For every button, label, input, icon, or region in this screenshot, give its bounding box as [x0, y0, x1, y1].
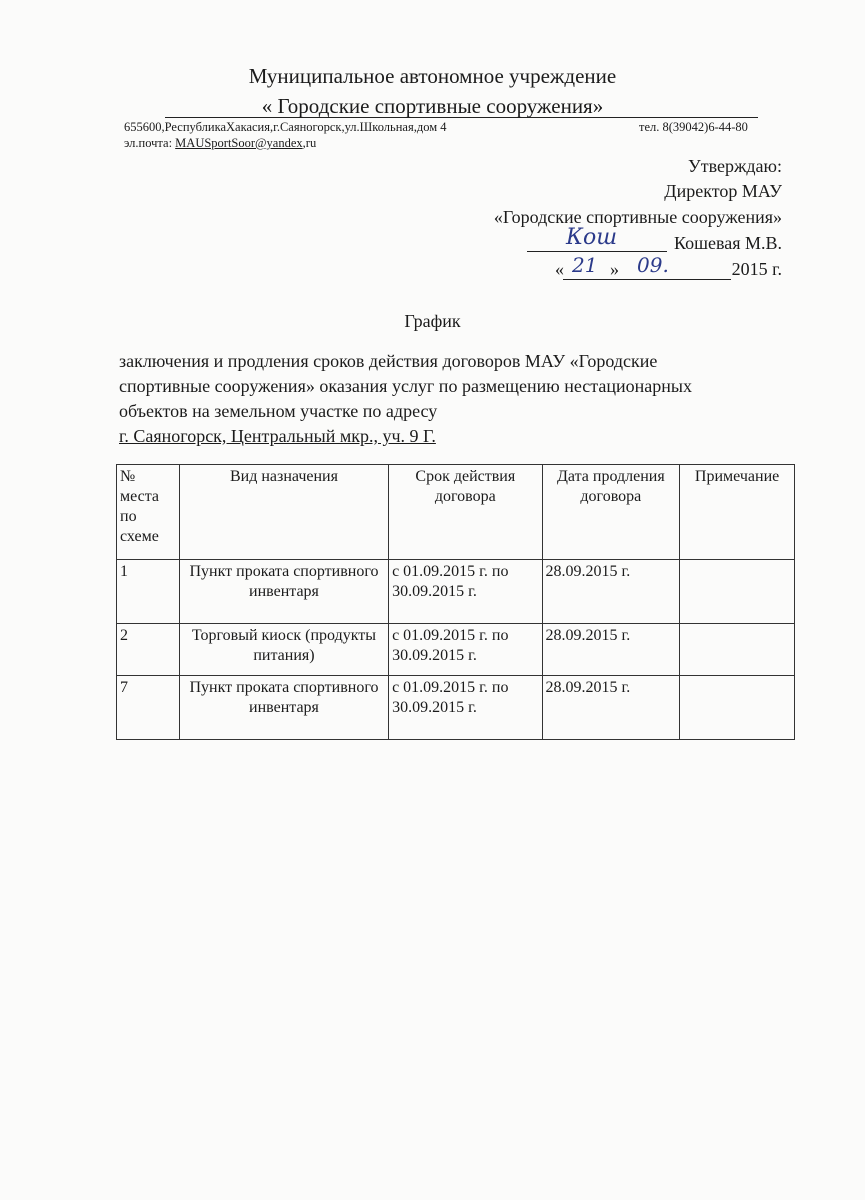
cell-contract-period: с 01.09.2015 г. по 30.09.2015 г. — [389, 560, 542, 624]
table-header-row — [117, 465, 795, 560]
table-row — [117, 560, 795, 624]
header-cell-renewal-date: Дата продления договора — [542, 465, 680, 560]
cell-purpose: Пункт проката спортивного инвентаря — [179, 676, 388, 740]
header-cell-contract-period: Срок действия договора — [389, 465, 542, 560]
description-line: заключения и продления сроков действия договоров МАУ «Городские — [119, 351, 658, 371]
cell-note — [680, 676, 795, 740]
signature-line — [527, 251, 667, 252]
date-close-quote: » — [610, 259, 619, 279]
date-year: 2015 г. — [731, 259, 782, 279]
description-line: спортивные сооружения» оказания услуг по размещению нестационарных — [119, 376, 692, 396]
organization-title: Муниципальное автономное учреждение — [248, 64, 617, 88]
organization-address: 655600,РеспубликаХакасия,г.Саяногорск,ул.Школьная,дом 4 — [124, 120, 447, 134]
cell-contract-period: с 01.09.2015 г. по 30.09.2015 г. — [389, 624, 542, 676]
cell-purpose: Торговый киоск (продукты питания) — [179, 624, 388, 676]
cell-renewal-date: 28.09.2015 г. — [542, 624, 680, 676]
approval-position: Директор МАУ — [664, 181, 782, 201]
document-title: График — [404, 311, 461, 331]
cell-contract-period: с 01.09.2015 г. по 30.09.2015 г. — [389, 676, 542, 740]
organization-phone: тел. 8(39042)6-44-80 — [639, 120, 748, 134]
table-row — [117, 676, 795, 740]
header-cell-place-number: № места по схеме — [117, 465, 180, 560]
organization-name: « Городские спортивные сооружения» — [261, 94, 604, 118]
email-suffix: ,ru — [302, 136, 317, 150]
header-cell-note: Примечание — [680, 465, 795, 560]
schedule-table — [116, 464, 795, 740]
signature: Кош — [566, 225, 618, 250]
approval-date-underline — [563, 279, 731, 280]
cell-note — [680, 624, 795, 676]
approval-heading: Утверждаю: — [687, 156, 782, 176]
cell-renewal-date: 28.09.2015 г. — [542, 560, 680, 624]
approval-organization: «Городские спортивные сооружения» — [493, 207, 782, 227]
table-row — [117, 624, 795, 676]
date-month: 09. — [637, 253, 669, 277]
email-link[interactable]: MAUSportSoor@yandex — [175, 136, 303, 150]
date-open-quote: « — [555, 259, 564, 279]
approval-signatory: Кошевая М.В. — [674, 233, 782, 253]
cell-purpose: Пункт проката спортивного инвентаря — [179, 560, 388, 624]
site-address: г. Саяногорск, Центральный мкр., уч. 9 Г. — [119, 426, 436, 446]
cell-renewal-date: 28.09.2015 г. — [542, 676, 680, 740]
header-cell-purpose: Вид назначения — [179, 465, 388, 560]
organization-email — [124, 136, 316, 151]
cell-place-number: 2 — [117, 624, 180, 676]
email-label: эл.почта: — [124, 136, 173, 150]
cell-place-number: 1 — [117, 560, 180, 624]
document-description — [119, 349, 799, 449]
cell-place-number: 7 — [117, 676, 180, 740]
cell-note — [680, 560, 795, 624]
description-line: объектов на земельном участке по адресу — [119, 401, 438, 421]
date-day: 21 — [572, 253, 598, 277]
